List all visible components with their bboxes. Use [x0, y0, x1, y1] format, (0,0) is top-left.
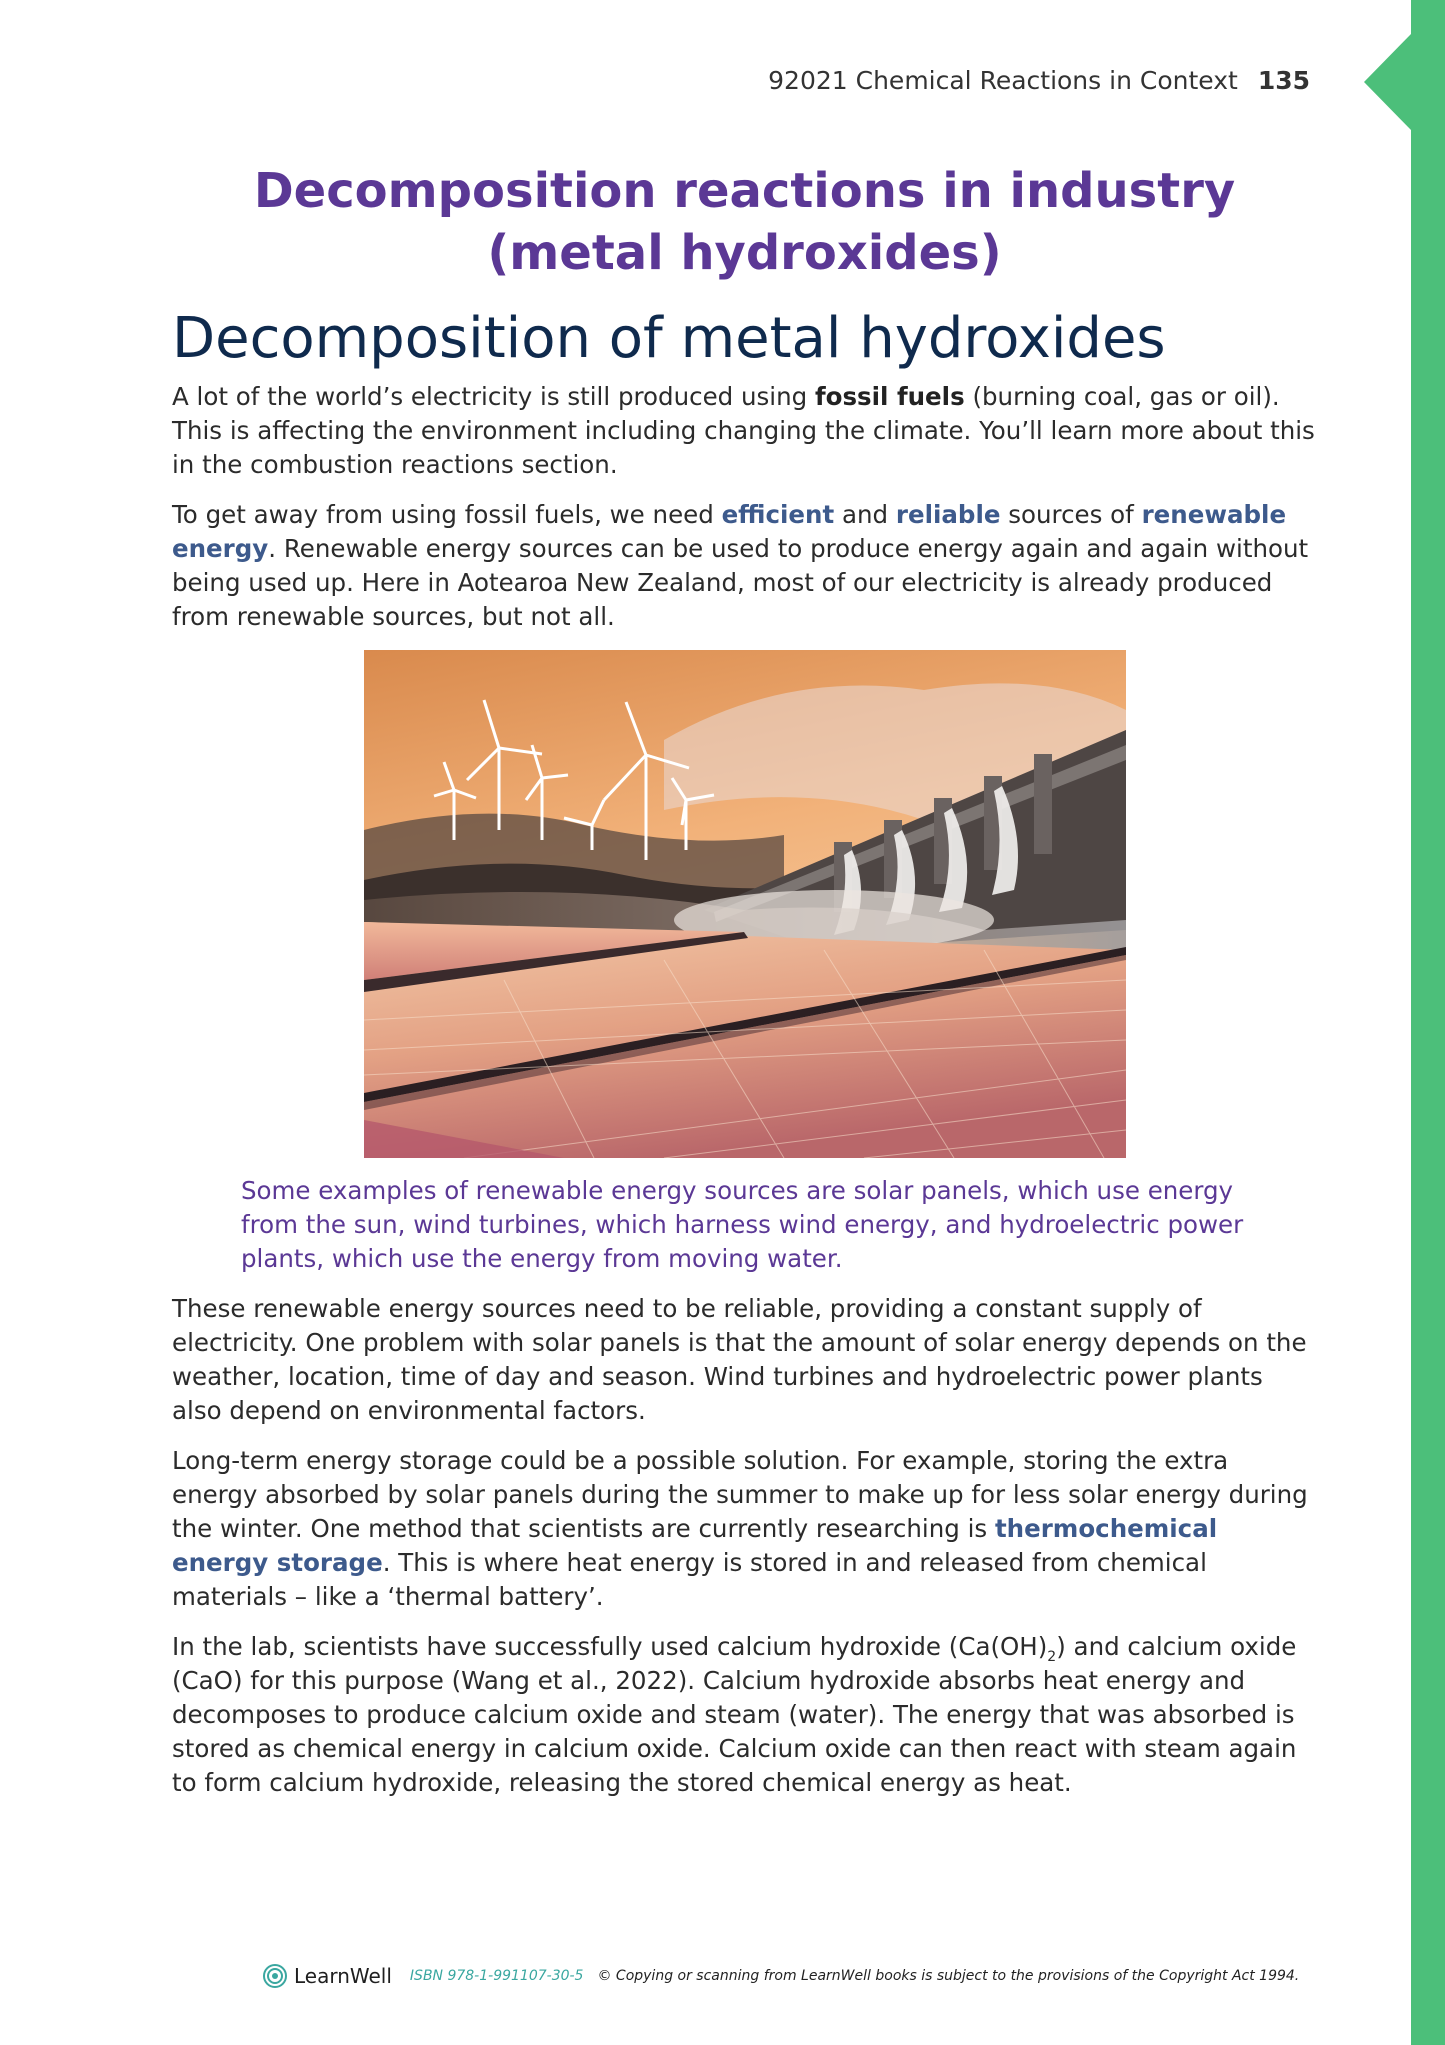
paragraph-calcium-hydroxide — [172, 1630, 1317, 1800]
brand-name: LearnWell — [294, 1964, 392, 1988]
running-title: 92021 Chemical Reactions in Context — [768, 66, 1238, 95]
chapter-title-line2: (metal hydroxides) — [487, 225, 1002, 281]
subscript-two: 2 — [1047, 1648, 1057, 1665]
paragraph-fossil-fuels — [172, 380, 1317, 482]
p5-text-a: In the lab, scientists have successfully used calcium hydroxide (Ca(OH) — [172, 1632, 1048, 1661]
running-header — [768, 66, 1310, 95]
page-content — [172, 160, 1317, 1816]
term-reliable: reliable — [895, 500, 1001, 529]
chapter-title — [172, 160, 1317, 284]
paragraph-renewable-energy — [172, 498, 1317, 634]
paragraph-reliability: These renewable energy sources need to be reliable, providing a constant supply of electricity. One problem with solar panels is that the amount of solar energy depends on the weather, location, time of day and season. Wind turbines and hydroelectric power plants also depend on environmental factors. — [172, 1294, 1307, 1425]
isbn: ISBN 978-1-991107-30-5 — [409, 1968, 584, 1984]
section-heading: Decomposition of metal hydroxides — [172, 306, 1166, 371]
photo-caption: Some examples of renewable energy sources are solar panels, which use energy from the sun, wind turbines, which harness wind energy, and hydroelectric power plants, which use the energy from moving water. — [241, 1176, 1244, 1273]
p5-text-b: ) and calcium oxide (CaO) for this purpose (Wang et al., 2022). Calcium hydroxide absorbs heat energy and decomposes to produce calcium oxide and steam (water). The energy that was absorbed is stored as chemical energy in calcium oxide. Calcium oxide can then react with steam again to form calcium hydroxide, releasing the stored chemical energy as heat. — [172, 1632, 1297, 1797]
p2-text-e: sources of — [1000, 500, 1142, 529]
page-number: 135 — [1257, 66, 1310, 95]
p4-text-c: . This is where heat energy is stored in and released from chemical materials – like a ‘thermal battery’. — [172, 1548, 1207, 1611]
paragraph-energy-storage — [172, 1444, 1317, 1614]
term-thermochemical-energy-storage: thermochemical energy storage — [172, 1514, 1218, 1577]
p1-text-a: A lot of the world’s electricity is still produced using — [172, 382, 815, 411]
page-edge-tab — [1364, 34, 1411, 130]
p4-text-a: Long-term energy storage could be a possible solution. For example, storing the extra energy absorbed by solar panels during the summer to make up for less solar energy during the winter. One method that scientists are currently researching is — [172, 1446, 1308, 1543]
term-efficient: efficient — [721, 500, 835, 529]
page-footer — [262, 1963, 1299, 1989]
p2-text-g: . Renewable energy sources can be used to produce energy again and again without being used up. Here in Aotearoa New Zealand, most of our electricity is already produced from renewable sources, but not all. — [172, 534, 1309, 631]
copyright-notice: © Copying or scanning from LearnWell books is subject to the provisions of the Copyright Act 1994. — [597, 1968, 1300, 1984]
p1-text-c: (burning coal, gas or oil). This is affecting the environment including changing the climate. You’ll learn more about this in the combustion reactions section. — [172, 382, 1315, 479]
learnwell-logo-icon — [262, 1963, 288, 1989]
p2-text-a: To get away from using fossil fuels, we need — [172, 500, 722, 529]
page-edge-bar — [1411, 0, 1445, 2045]
term-renewable-energy: renewable energy — [172, 500, 1287, 563]
renewable-energy-photo — [364, 650, 1126, 1158]
chapter-title-line1: Decomposition reactions in industry — [253, 163, 1236, 219]
p2-text-c: and — [834, 500, 896, 529]
term-fossil-fuels: fossil fuels — [814, 382, 965, 411]
